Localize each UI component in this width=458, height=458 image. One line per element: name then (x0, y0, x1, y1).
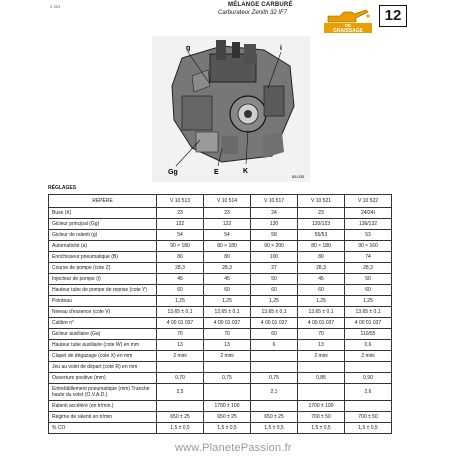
table-cell: 60 (157, 285, 204, 296)
table-cell: 45 (298, 274, 345, 285)
table-cell (345, 362, 392, 373)
table-cell: 4 00 01 037 (345, 318, 392, 329)
table-cell: 4 00 01 037 (298, 318, 345, 329)
row-label: Gicleur principal (Gg) (49, 219, 157, 230)
table-cell (204, 384, 251, 401)
table-cell: 74 (345, 252, 392, 263)
row-label: Ouverture positive (mm) (49, 373, 157, 384)
table-cell: 60 (251, 329, 298, 340)
table-cell: 13,65 ± 0,1 (298, 307, 345, 318)
table-cell (251, 362, 298, 373)
table-cell (204, 362, 251, 373)
row-label: Entrebâillement pneumatique (mm) Tranche haute du volet (O.V.A.D.) (49, 384, 157, 401)
table-cell: 1,5 ± 0,5 (298, 423, 345, 434)
table-cell: 28,3 (298, 263, 345, 274)
table-cell: 2,6 (345, 384, 392, 401)
table-cell: 28,3 (204, 263, 251, 274)
table-cell (251, 401, 298, 412)
table-row (49, 412, 392, 423)
table-cell: 60 (298, 285, 345, 296)
table-cell: 45 (157, 274, 204, 285)
table-cell (157, 401, 204, 412)
table-cell: 45 (204, 274, 251, 285)
table-cell: 2 mini (204, 351, 251, 362)
table-row (49, 296, 392, 307)
watermark: www.PlanetePassion.fr (175, 442, 292, 454)
table-cell: 90 × 200 (251, 241, 298, 252)
table-body (49, 208, 392, 434)
table-cell: 70 (157, 329, 204, 340)
row-label: Jeu au volet de départ (cote R) en mm (49, 362, 157, 373)
table-cell: 60 (204, 285, 251, 296)
table-cell: 80 (204, 252, 251, 263)
table-cell: 2 mini (157, 351, 204, 362)
table-row (49, 384, 392, 401)
table-cell (251, 351, 298, 362)
logo-line2: GRAISSAGE (332, 28, 364, 34)
table-cell: 110/55 (345, 329, 392, 340)
table-cell: 70 (298, 329, 345, 340)
reference-code: Z 303 (50, 4, 61, 9)
table-row (49, 263, 392, 274)
table-cell: 700 ± 50 (298, 412, 345, 423)
callout-gg: Gg (168, 169, 178, 176)
table-cell: 80 × 180 (298, 241, 345, 252)
table-row (49, 285, 392, 296)
table-cell: 1,25 (298, 296, 345, 307)
table-row (49, 373, 392, 384)
table-cell: 1,5 ± 0,5 (204, 423, 251, 434)
table-cell: 650 ± 25 (204, 412, 251, 423)
table-row (49, 307, 392, 318)
table-row (49, 241, 392, 252)
row-label: Calibre n° (49, 318, 157, 329)
table-row (49, 351, 392, 362)
row-label: Régime de ralenti en tr/min (49, 412, 157, 423)
table-row (49, 318, 392, 329)
table-cell: 700 ± 50 (345, 412, 392, 423)
row-label: Gicleur de ralenti (g) (49, 230, 157, 241)
table-row (49, 362, 392, 373)
table-cell: 23 (157, 208, 204, 219)
table-header-row (49, 195, 392, 208)
table-cell: 122 (157, 219, 204, 230)
table-cell: 2 mini (345, 351, 392, 362)
row-label: Niveau d'essence (cote V) (49, 307, 157, 318)
table-cell (298, 384, 345, 401)
table-cell: 0,6 (345, 340, 392, 351)
table-cell: 13,65 ± 0,1 (157, 307, 204, 318)
table-cell: 54 (204, 230, 251, 241)
table-cell: 4 00 01 037 (157, 318, 204, 329)
table-cell: 136/132 (345, 219, 392, 230)
table-cell: 1700 ± 100 (204, 401, 251, 412)
table-cell: 80 (298, 252, 345, 263)
table-cell: 54 (157, 230, 204, 241)
row-label: Gicleur auxiliaire (Ga) (49, 329, 157, 340)
table-cell: 0,75 (204, 373, 251, 384)
table-cell: 24/24I (345, 208, 392, 219)
table-row (49, 252, 392, 263)
table-cell: 650 ± 25 (157, 412, 204, 423)
table-row (49, 423, 392, 434)
callout-e: E (214, 169, 219, 176)
table-cell: 28,3 (345, 263, 392, 274)
table-cell: 0,90 (345, 373, 392, 384)
row-label: Course de pompe (cote Z) (49, 263, 157, 274)
table-cell: 122 (204, 219, 251, 230)
table-cell: 2,5 (157, 384, 204, 401)
table-cell: 50 (345, 274, 392, 285)
callout-k: K (243, 168, 249, 175)
table-cell: 53 (345, 230, 392, 241)
table-cell: 58 (251, 230, 298, 241)
column-header: V 10 521 (298, 195, 345, 208)
table-row (49, 230, 392, 241)
table-cell: 80 × 180 (204, 241, 251, 252)
table-cell (345, 401, 392, 412)
table-cell: 90 × 180 (157, 241, 204, 252)
table-cell: 90 × 160 (345, 241, 392, 252)
table-row (49, 329, 392, 340)
table-cell: 13 (298, 340, 345, 351)
row-label: Pointeau (49, 296, 157, 307)
table-row (49, 208, 392, 219)
oil-drop-icon (366, 14, 369, 17)
table-cell: 13 (204, 340, 251, 351)
table-cell: 13,65 ± 0,1 (204, 307, 251, 318)
column-header: V 10 513 (157, 195, 204, 208)
table-cell: 1,25 (251, 296, 298, 307)
table-cell: 130 (251, 219, 298, 230)
table-cell: 100 (251, 252, 298, 263)
table-cell: 28,3 (157, 263, 204, 274)
table-cell (157, 362, 204, 373)
column-header: REPÈRE (49, 195, 157, 208)
table-cell: 50 (251, 274, 298, 285)
section-subtitle: Carburateur Zenith 32 IF7 (218, 10, 288, 16)
row-label: % CO (49, 423, 157, 434)
settings-table (48, 194, 392, 434)
table-row (49, 219, 392, 230)
chapter-number: 12 (379, 5, 407, 27)
row-label: Hauteur tube de pompe de reprise (cote Y) (49, 285, 157, 296)
oil-can-icon (328, 10, 368, 22)
table-cell: 0,70 (157, 373, 204, 384)
column-header: V 10 514 (204, 195, 251, 208)
photo-code: 85.033 (292, 174, 305, 179)
table-cell: 80 (157, 252, 204, 263)
row-label: Enrichisseur pneumatique (B) (49, 252, 157, 263)
row-label: Buse (K) (49, 208, 157, 219)
column-header: V 10 522 (345, 195, 392, 208)
table-row (49, 274, 392, 285)
table-cell: 60 (345, 285, 392, 296)
table-cell: 0,75 (251, 373, 298, 384)
table-cell: 6 (251, 340, 298, 351)
table-cell: 650 ± 25 (251, 412, 298, 423)
table-cell: 1,5 ± 0,5 (345, 423, 392, 434)
table-cell: 13,65 ± 0,1 (345, 307, 392, 318)
table-cell: 1,25 (345, 296, 392, 307)
table-cell: 4 00 01 037 (204, 318, 251, 329)
table-cell: 1700 ± 100 (298, 401, 345, 412)
reglages-title: RÉGLAGES (48, 185, 77, 191)
table-cell: 4 00 01 037 (251, 318, 298, 329)
table-cell: 55/53 (298, 230, 345, 241)
table-row (49, 401, 392, 412)
column-header: V 10 517 (251, 195, 298, 208)
table-cell: 23 (298, 208, 345, 219)
table-cell: 13 (157, 340, 204, 351)
table-cell: 1,25 (157, 296, 204, 307)
row-label: Injecteur de pompe (i) (49, 274, 157, 285)
table-cell: 2 mini (298, 351, 345, 362)
table-cell: 27 (251, 263, 298, 274)
row-label: Hauteur tube auxiliaire (cote W) en mm (49, 340, 157, 351)
table-cell (298, 362, 345, 373)
row-label: Clapet de dégazage (cote X) en mm (49, 351, 157, 362)
table-cell: 13,65 ± 0,1 (251, 307, 298, 318)
oil-can-logo (322, 4, 374, 34)
table-cell: 70 (204, 329, 251, 340)
logo-line1: DE (344, 23, 352, 28)
table-cell: 60 (251, 285, 298, 296)
row-label: Automaticité (a) (49, 241, 157, 252)
table-row (49, 340, 392, 351)
table-cell: 2,1 (251, 384, 298, 401)
row-label: Ralenti accéléré (en tr/min.) (49, 401, 157, 412)
table-cell: 120/123 (298, 219, 345, 230)
table-cell: 1,5 ± 0,5 (251, 423, 298, 434)
callout-i: i (280, 45, 282, 52)
table-cell: 0,85 (298, 373, 345, 384)
carburetor-photo (152, 36, 310, 182)
table-cell: 1,25 (204, 296, 251, 307)
callout-g: g (186, 45, 191, 52)
table-cell: 24 (251, 208, 298, 219)
table-cell: 1,5 ± 0,5 (157, 423, 204, 434)
section-title: MÉLANGE CARBURÉ (228, 2, 293, 8)
table-cell: 23 (204, 208, 251, 219)
